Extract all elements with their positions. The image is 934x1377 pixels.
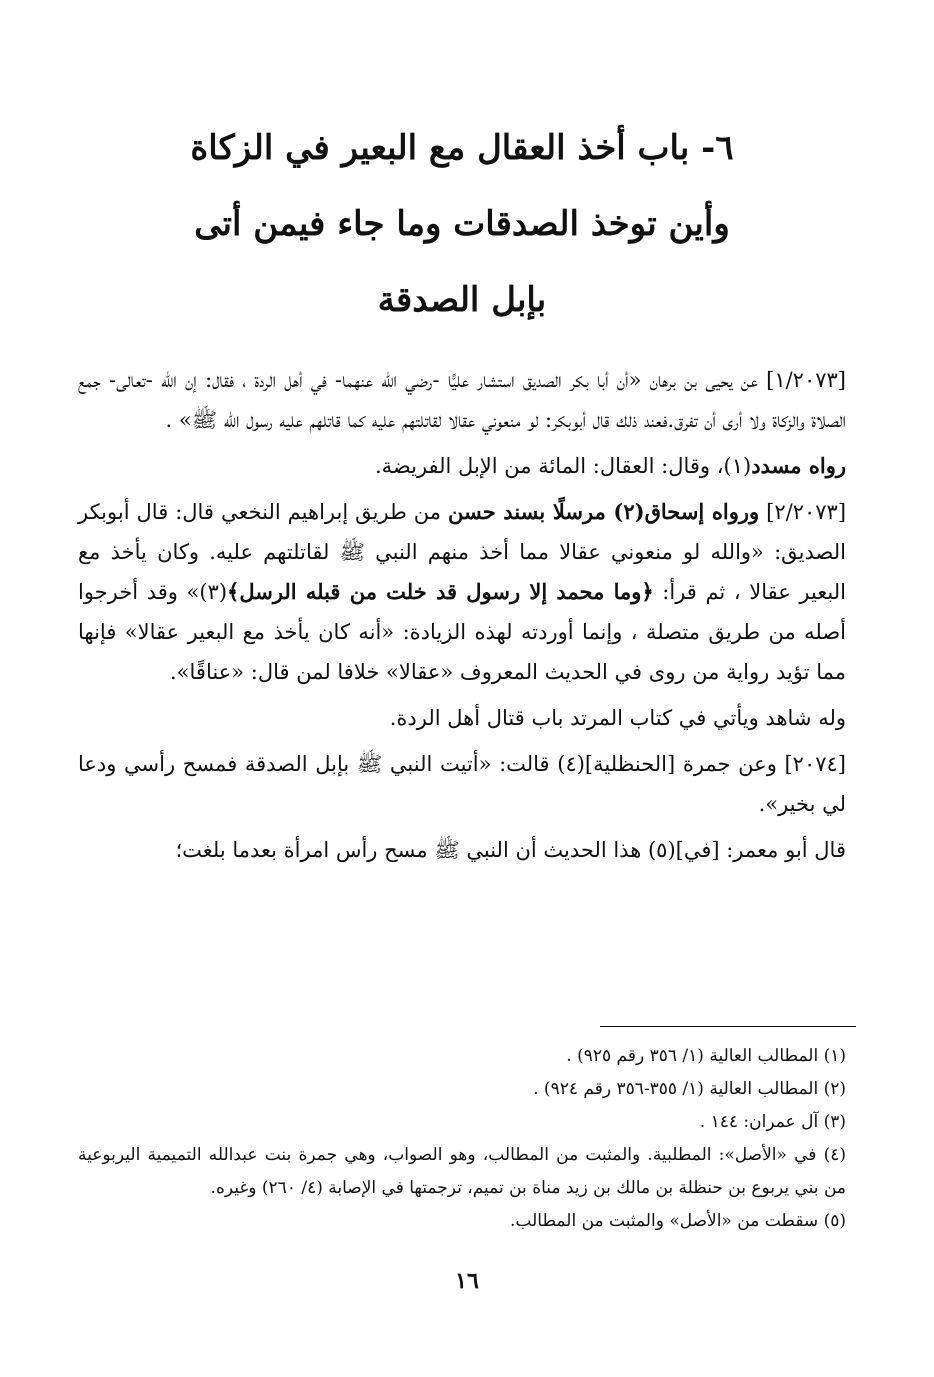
footnotes — [78, 1040, 846, 1238]
page-body — [78, 110, 846, 876]
page-number: ١٦ — [455, 1268, 479, 1294]
narration-text: (١)، وقال: العقال: المائة من الإبل الفريضة. — [374, 454, 752, 478]
hadith-text-end: (٣)» وقد أخرجوا أصله من طريق متصلة ، وإنما أوردته لهذه الزيادة: «أنه كان يأخذ مع البعير عقالا» فإنها مما تؤيد رواية من روى في الحديث المعروف «عقالا» خلافا لمن قال: «عناقًا». — [78, 580, 846, 684]
abu-mamar-comment: قال أبو معمر: [في](٥) هذا الحديث أن النبي ﷺ مسح رأس امرأة بعدما بلغت؛ — [175, 838, 846, 862]
witness-note: وله شاهد ويأتي في كتاب المرتد باب قتال أهل الردة. — [389, 706, 846, 730]
footnote-1: (١) المطالب العالية (١/ ٣٥٦ رقم ٩٢٥) . — [566, 1046, 846, 1066]
hadith-text: من طريق إبراهيم النخعي قال: قال أبوبكر الصديق: «والله لو منعوني عقالا مما أخذ منهم النبي ﷺ لقاتلتهم عليه. وكان يأخذ مع البعير عقالا ، ثم قرأ: — [78, 500, 847, 604]
chapter-title — [78, 110, 846, 338]
narration-musaddad — [78, 446, 846, 486]
title-line-2: وأين توخذ الصدقات وما جاء فيمن أتى — [194, 204, 730, 244]
hadith-number: [٢/٢٠٧٣] — [759, 500, 847, 524]
footnote-2: (٢) المطالب العالية (١/ ٣٥٥-٣٥٦ رقم ٩٢٤) . — [533, 1079, 846, 1099]
hadith-2073-1: [١/٢٠٧٣] عن يحيى بن برهان «أن أبا بكر الصديق استشار عليًّا -رضي الله عنهما- في أهل الردة ، فقال: إن الله -تعالى- جمع الصلاة والزكاة ولا أرى أن تفرق.فعند ذلك قال أبوبكر: لو منعوني عقالا لقاتلتهم عليه كما قاتلهم عليه رسول الله ﷺ» . — [78, 368, 846, 432]
title-line-1: ٦- باب أخذ العقال مع البعير في الزكاة — [190, 128, 734, 168]
narration-source: رواه مسدد — [751, 453, 846, 478]
title-line-3: بإبل الصدقة — [377, 280, 547, 320]
hadith-2074: [٢٠٧٤] وعن جمرة [الحنظلية](٤) قالت: «أتيت النبي ﷺ بإبل الصدقة فمسح رأسي ودعا لي بخير». — [78, 752, 846, 816]
footnote-5: (٥) سقطت من «الأصل» والمثبت من المطالب. — [510, 1211, 846, 1231]
footnote-4: (٤) في «الأصل»: المطلبية. والمثبت من المطالب، وهو الصواب، وهي جمرة بنت عبدالله التميمية اليربوعية من بني يربوع بن حنظلة بن مالك بن زيد مناة بن تميم، ترجمتها في الإصابة (٤/ ٢٦٠) وغيره. — [78, 1145, 846, 1198]
narration-source: ورواه إسحاق(٢) مرسلًا بسند حسن — [448, 499, 760, 524]
footnote-3: (٣) آل عمران: ١٤٤ . — [699, 1112, 846, 1132]
quran-quote: ﴿وما محمد إلا رسول قد خلت من قبله الرسل﴾ — [227, 579, 654, 604]
hadith-2073-2 — [78, 492, 846, 692]
footnote-divider — [600, 1026, 856, 1027]
